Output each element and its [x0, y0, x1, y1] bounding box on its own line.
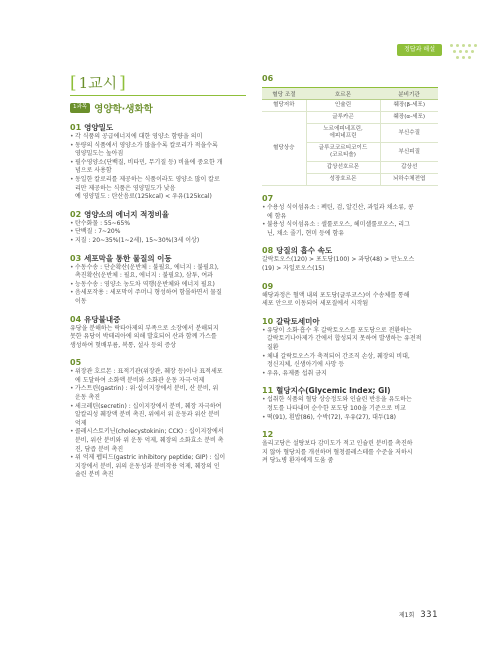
- section-heading: 영양소의 에너지 적정비율: [84, 209, 170, 219]
- answer-tab: 정답과 해설: [397, 44, 442, 56]
- table-row: [262, 112, 438, 124]
- bracket-close: ]: [119, 73, 126, 93]
- section-08: [262, 246, 438, 273]
- table-cell: 뇌하수체전엽: [380, 174, 438, 186]
- table-cell: 부신수질: [380, 124, 438, 143]
- section-09: [262, 282, 438, 309]
- round-label: 제1회: [398, 612, 415, 619]
- table-cell: 갑상선: [380, 162, 438, 174]
- table-cell: 혈당저하: [262, 100, 306, 112]
- hormone-table: [262, 87, 438, 186]
- table-cell: 갑상선호르몬: [306, 162, 380, 174]
- section-number: 05: [70, 358, 82, 368]
- section-06: [262, 74, 438, 186]
- table-cell: 성장호르몬: [306, 174, 380, 186]
- subject-row: [70, 101, 246, 115]
- section-number: 11: [262, 386, 274, 396]
- table-cell: 노르에피네프린, 에피네프린: [306, 124, 380, 143]
- bullet-item: • 수동수송 : 단순확산(운반체 : 불필요, 에너지 : 불필요), 촉진확산(운반체 : 필요, 에너지 : 불필요), 삼투, 여과: [70, 264, 246, 281]
- section-07: [262, 194, 438, 238]
- table-header: 분비기관: [380, 88, 438, 100]
- bullet-item: • 동일한 칼로리를 제공하는 식품이라도 영양소 많이 칼로 리만 제공하는 식품은 영양밀도가 낮음: [70, 176, 246, 193]
- section-number: 09: [262, 281, 274, 291]
- bullet-item: • 위장관 호르몬 : 표적기관(위장관, 췌장 등)이나 표적세포 에 도달하여 소화액 분비와 소화관 운동 자극·억제: [70, 368, 246, 385]
- table-cell: 인슐린: [306, 100, 380, 112]
- paragraph-line: 지 않아 혈당치를 개선하며 혈청콜레스테롤 수준을 저하시: [262, 448, 413, 456]
- section-10: [262, 317, 438, 379]
- bullet-item: • 세크레틴(secretin) : 십이지장에서 분비, 췌장 자극하여 알칼리성 췌장액 분비 촉진, 위에서 위 운동과 위산 분비 억제: [70, 403, 246, 429]
- bullet-item: • 위 억제 펩티드(gastric inhibitory peptide; GIP) : 십이 지장에서 분비, 위의 운동성과 분비작용 억제, 췌장의 인 슐린 분비 촉진: [70, 454, 246, 480]
- left-column: [70, 74, 246, 480]
- section-03: [70, 254, 246, 307]
- table-cell: 글루코코르티코이드 (코르티솔): [306, 143, 380, 162]
- section-number: 07: [262, 194, 274, 203]
- table-cell: 췌장(β-세포): [380, 100, 438, 112]
- subject-badge: 1과목: [70, 103, 90, 113]
- section-number: 06: [262, 74, 274, 83]
- bullet-item: • 동량의 식품에서 영양소가 많을수록 칼로리가 적을수록 영양밀도는 높아짐: [70, 142, 246, 159]
- bullet-item: • 체내 갈락토오스가 축적되어 간조직 손상, 췌장의 비대, 정신지체, 신생아기에 사망 등: [262, 353, 438, 370]
- right-column: [262, 74, 438, 466]
- session-title-text: 1교시: [78, 74, 118, 92]
- bracket-open: [: [70, 73, 77, 93]
- table-header-row: [262, 88, 438, 100]
- section-heading: 당질의 흡수 속도: [276, 246, 333, 256]
- paragraph-line: (19) > 자일로오스(15): [262, 264, 325, 272]
- bullet-item: • 각 식품의 공급에너지에 대한 영양소 함량을 의미: [70, 133, 246, 142]
- table-header: 혈당 조절: [262, 88, 306, 100]
- table-header: 호르몬: [306, 88, 380, 100]
- paragraph-line: 유당을 분해하는 락타아제의 부족으로 소장에서 분해되지: [70, 324, 219, 332]
- bullet-item: • 단백질 : 7~20%: [70, 228, 246, 237]
- bullet-item: • 가스트린(gastrin) : 위·십이지장에서 분비, 산 분비, 위 운동 촉진: [70, 385, 246, 402]
- section-number: 04: [70, 314, 82, 324]
- session-title: [70, 74, 246, 92]
- section-heading: 유당불내증: [84, 314, 121, 324]
- section-number: 03: [70, 253, 82, 263]
- section-heading: 영양밀도: [84, 123, 114, 132]
- section-heading: 혈당지수(Glycemic Index; GI): [276, 386, 391, 396]
- section-number: 12: [262, 430, 274, 440]
- page-footer: [399, 610, 438, 620]
- section-12: [262, 430, 438, 466]
- table-cell: 췌장(α-세포): [380, 112, 438, 124]
- decorative-dots: [448, 40, 478, 62]
- section-heading: 갈락토세미아: [276, 316, 320, 326]
- example-line: 예 영양밀도 : 탄산음료(125kcal) < 우유(125kcal): [75, 193, 212, 201]
- bullet-item: • 떡(91), 흰밥(86), 수박(72), 우유(27), 대두(18): [262, 414, 438, 423]
- section-04: [70, 315, 246, 351]
- paragraph-line: 올리고당은 설탕보다 감미도가 적고 인슐린 분비를 촉진하: [262, 440, 413, 448]
- section-number: 08: [262, 246, 274, 256]
- bullet-item: • 불용성 식이섬유소 : 셀룰로오스, 헤미셀룰로오스, 리그 닌, 채소 줄기, 현미 등에 함유: [262, 221, 438, 238]
- bullet-item: • 콜레시스토키닌(cholecystokinin; CCK) : 십이지장에서 분비, 위산 분비와 위 운동 억제, 췌장의 소화효소 분비 촉 진, 담즙 분비 촉진: [70, 428, 246, 454]
- paragraph-line: 켜 당뇨병 환자에게 도움 줌: [262, 457, 334, 465]
- paragraph-line: 갈락토오스(120) > 포도당(100) > 과당(48) > 만노오스: [262, 256, 415, 264]
- section-01: [70, 123, 246, 202]
- section-number: 01: [70, 123, 82, 132]
- section-number: 02: [70, 209, 82, 219]
- bullet-item: • 지질 : 20~35%(1~2세), 15~30%(3세 이상): [70, 237, 246, 246]
- section-02: [70, 210, 246, 246]
- table-row: [262, 100, 438, 112]
- section-05: [70, 358, 246, 480]
- table-cell: 부신피질: [380, 143, 438, 162]
- bullet-item: • 능동수송 : 영양소 농도차 역행(운반체와 에너지 필요): [70, 281, 246, 290]
- bullet-item: • 음세포작용 : 세포막이 주머니 형성하여 함몰하면서 물질 이동: [70, 289, 246, 306]
- section-11: [262, 386, 438, 422]
- paragraph-line: 해당과정은 혈액 내의 포도당(글루코스)이 수송체를 통해: [262, 291, 410, 299]
- table-cell: 혈당상승: [262, 112, 306, 186]
- bullet-item: • 우유, 유제품 섭취 금지: [262, 370, 438, 379]
- bullet-item: • 탄수화물 : 55~65%: [70, 220, 246, 229]
- page-number: 331: [420, 610, 438, 620]
- bullet-item: • 섭취한 식품의 혈당 상승정도와 인슐린 반응을 유도하는 정도를 나타내며 순수한 포도당 100을 기준으로 비교: [262, 396, 438, 413]
- bullet-item: • 유당이 소화·흡수 후 갈락토오스를 포도당으로 전환하는 갈락토키나아제가 간에서 합성되지 못하여 발생하는 유전적 질환: [262, 327, 438, 353]
- section-heading: 세포막을 통한 물질의 이동: [84, 253, 172, 263]
- paragraph-line: 못한 유당이 박테리아에 의해 발효되어 산과 함께 가스를: [70, 333, 217, 341]
- section-number: 10: [262, 316, 274, 326]
- paragraph-line: 생성하여 헛배부름, 복통, 설사 등의 증상: [70, 341, 177, 349]
- bullet-item: • 필수영양소(단백질, 비타민, 무기질 등) 비율에 중요한 개 념으로 사용함: [70, 159, 246, 176]
- title-rule: [70, 95, 246, 96]
- paragraph-line: 세포 안으로 이동되어 세포질에서 시작됨: [262, 300, 369, 308]
- table-cell: 글루카곤: [306, 112, 380, 124]
- bullet-item: • 수용성 식이섬유소 : 펙틴, 검, 알긴산, 과일과 채소류, 콩 에 함유: [262, 204, 438, 221]
- subject-name: 영양학·생화학: [94, 104, 153, 115]
